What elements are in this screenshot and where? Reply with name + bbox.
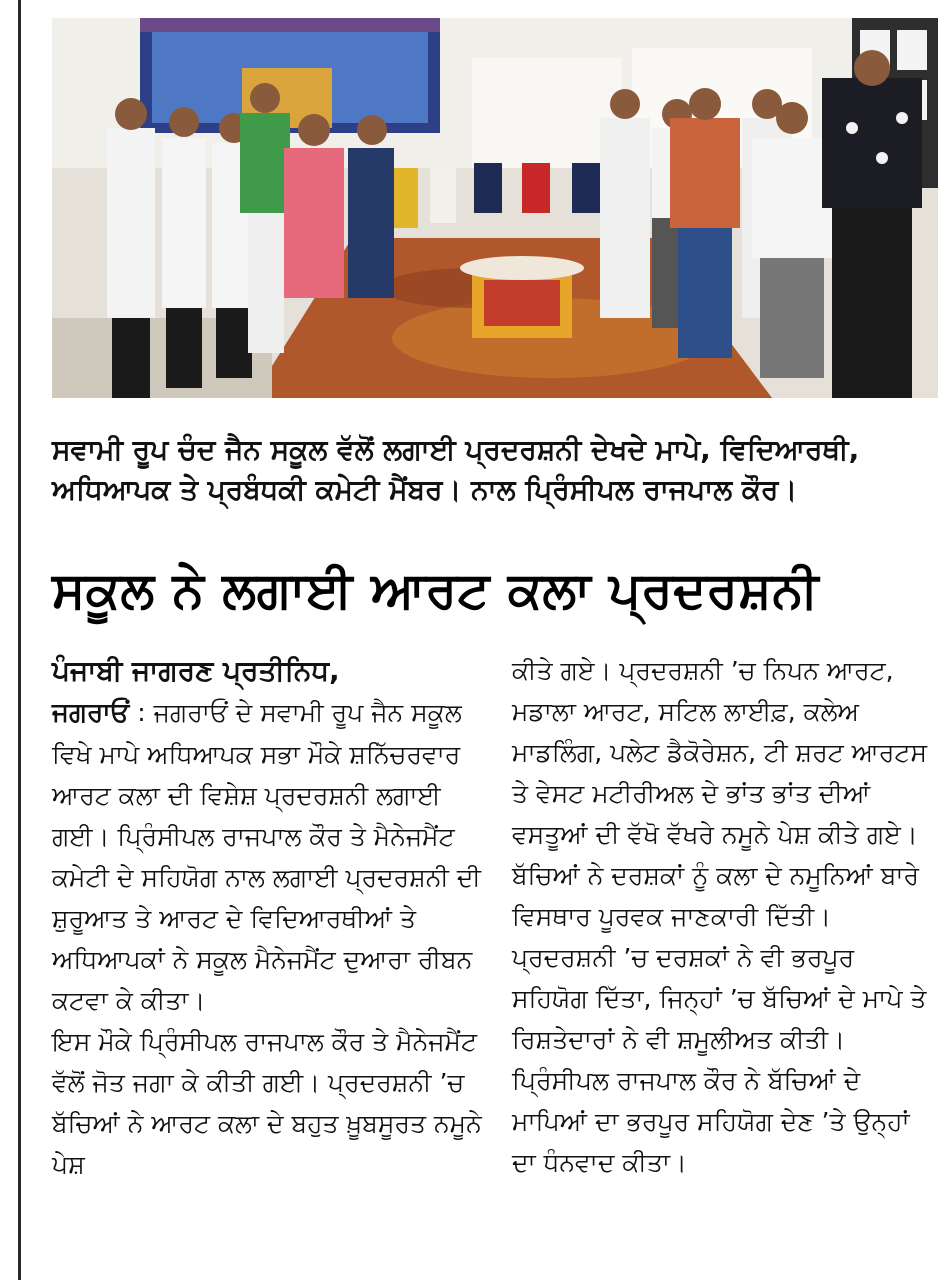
photo-caption: ਸਵਾਮੀ ਰੂਪ ਚੰਦ ਜੈਨ ਸਕੂਲ ਵੱਲੋਂ ਲਗਾਈ ਪ੍ਰਦਰਸ਼ਨੀ ਦੇਖਦੇ ਮਾਪੇ, ਵਿਦਿਆਰਥੀ, ਅਧਿਆਪਕ ਤੇ ਪ੍ਰਬੰਧਕੀ ਕਮੇਟੀ ਮੈਂਬਰ। ਨਾਲ ਪ੍ਰਿੰਸੀਪਲ ਰਾਜਪਾਲ ਕੌਰ।	[52, 433, 860, 506]
article-column-left	[52, 650, 482, 1185]
news-photo	[52, 18, 938, 398]
article-paragraph: : ਜਗਰਾਓਂ ਦੇ ਸਵਾਮੀ ਰੂਪ ਜੈਨ ਸਕੂਲ ਵਿਖੇ ਮਾਪੇ ਅਧਿਆਪਕ ਸਭਾ ਮੌਕੇ ਸ਼ਨਿੱਚਰਵਾਰ ਆਰਟ ਕਲਾ ਦੀ ਵਿਸ਼ੇਸ਼ ਪ੍ਰਦਰਸ਼ਨੀ ਲਗਾਈ ਗਈ। ਪ੍ਰਿੰਸੀਪਲ ਰਾਜਪਾਲ ਕੌਰ ਤੇ ਮੈਨੇਜਮੈਂਟ ਕਮੇਟੀ ਦੇ ਸਹਿਯੋਗ ਨਾਲ ਲਗਾਈ ਪ੍ਰਦਰਸ਼ਨੀ ਦੀ ਸ਼ੁਰੂਆਤ ਤੇ ਆਰਟ ਦੇ ਵਿਦਿਆਰਥੀਆਂ ਤੇ ਅਧਿਆਪਕਾਂ ਨੇ ਸਕੂਲ ਮੈਨੇਜਮੈਂਟ ਦੁਆਰਾ ਰੀਬਨ ਕਟਵਾ ਕੇ ਕੀਤਾ।	[52, 698, 481, 1015]
column-rule	[18, 0, 21, 1280]
article-paragraph: ਇਸ ਮੌਕੇ ਪ੍ਰਿੰਸੀਪਲ ਰਾਜਪਾਲ ਕੌਰ ਤੇ ਮੈਨੇਜਮੈਂਟ ਵੱਲੋਂ ਜੋਤ ਜਗਾ ਕੇ ਕੀਤੀ ਗਈ। ਪ੍ਰਦਰਸ਼ਨੀ ’ਚ ਬੱਚਿਆਂ ਨੇ ਆਰਟ ਕਲਾ ਦੇ ਬਹੁਤ ਖ਼ੂਬਸੂਰਤ ਨਮੂਨੇ ਪੇਸ਼	[52, 1027, 482, 1179]
byline: ਪੰਜਾਬੀ ਜਾਗਰਣ ਪ੍ਰਤੀਨਿਧ,	[52, 654, 340, 687]
headline: ਸਕੂਲ ਨੇ ਲਗਾਈ ਆਰਟ ਕਲਾ ਪ੍ਰਦਰਸ਼ਨੀ	[52, 561, 819, 619]
byline-paragraph	[52, 650, 482, 1021]
article-column-right	[512, 650, 932, 1183]
dateline: ਜਗਰਾਓਂ	[52, 698, 130, 728]
article-paragraph: ਕੀਤੇ ਗਏ। ਪ੍ਰਦਰਸ਼ਨੀ ’ਚ ਨਿਪਨ ਆਰਟ, ਮਡਾਲਾ ਆਰਟ, ਸਟਿਲ ਲਾਈਫ਼, ਕਲੇਅ ਮਾਡਲਿੰਗ, ਪਲੇਟ ਡੈਕੋਰੇਸ਼ਨ, ਟੀ ਸ਼ਰਟ ਆਰਟਸ ਤੇ ਵੇਸਟ ਮਟੀਰੀਅਲ ਦੇ ਭਾਂਤ ਭਾਂਤ ਦੀਆਂ ਵਸਤੂਆਂ ਦੀ ਵੱਖੋ ਵੱਖਰੇ ਨਮੂਨੇ ਪੇਸ਼ ਕੀਤੇ ਗਏ। ਬੱਚਿਆਂ ਨੇ ਦਰਸ਼ਕਾਂ ਨੂੰ ਕਲਾ ਦੇ ਨਮੂਨਿਆਂ ਬਾਰੇ ਵਿਸਥਾਰ ਪੂਰਵਕ ਜਾਣਕਾਰੀ ਦਿੱਤੀ।	[512, 656, 928, 931]
article-paragraph: ਪ੍ਰਦਰਸ਼ਨੀ ’ਚ ਦਰਸ਼ਕਾਂ ਨੇ ਵੀ ਭਰਪੂਰ ਸਹਿਯੋਗ ਦਿੱਤਾ, ਜਿਨ੍ਹਾਂ ’ਚ ਬੱਚਿਆਂ ਦੇ ਮਾਪੇ ਤੇ ਰਿਸ਼ਤੇਦਾਰਾਂ ਨੇ ਵੀ ਸ਼ਮੂਲੀਅਤ ਕੀਤੀ। ਪ੍ਰਿੰਸੀਪਲ ਰਾਜਪਾਲ ਕੌਰ ਨੇ ਬੱਚਿਆਂ ਦੇ ਮਾਪਿਆਂ ਦਾ ਭਰਪੂਰ ਸਹਿਯੋਗ ਦੇਣ ’ਤੇ ਉਨ੍ਹਾਂ ਦਾ ਧੰਨਵਾਦ ਕੀਤਾ।	[512, 943, 927, 1177]
